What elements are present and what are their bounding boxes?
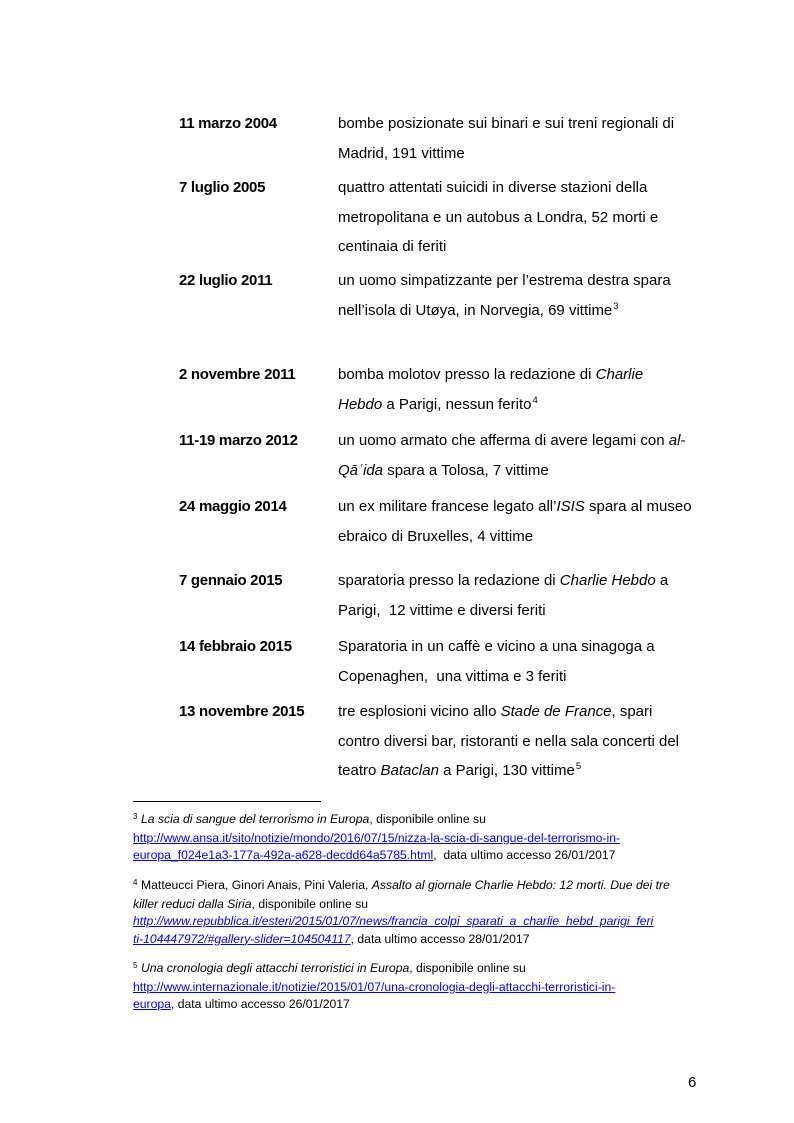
footnote-access-date: , data ultimo accesso 28/01/2017: [350, 931, 530, 946]
footnote-line: [133, 811, 753, 830]
line-italic-text: Charlie Hebdo: [559, 572, 656, 589]
description-line: [338, 456, 685, 486]
description-line: [338, 566, 668, 596]
line-text: nell’isola di Utøya, in Norvegia, 69 vittime: [338, 301, 613, 319]
entry-date: 24 maggio 2014: [179, 498, 287, 515]
entry-date: 2 novembre 2011: [179, 366, 296, 383]
page-number: 6: [688, 1074, 697, 1091]
line-text: Sparatoria in un caffè e vicino a una sinagoga a: [338, 638, 655, 655]
description-line: [338, 632, 655, 662]
line-text: Copenaghen, una vittima e 3 feriti: [338, 667, 567, 685]
line-italic-text: Bataclan: [380, 762, 439, 779]
description-line: [338, 596, 668, 626]
description-line: [338, 492, 692, 522]
entry-description: [338, 492, 692, 551]
entry-description: [338, 566, 668, 625]
footnote-title: Una cronologia degli attacchi terroristici in Europa: [141, 961, 410, 975]
description-line: [338, 232, 658, 262]
footnote-line: [133, 877, 753, 896]
description-line: [338, 426, 685, 456]
footnote-number: 4: [133, 878, 138, 887]
line-text: contro diversi bar, ristoranti e nella sala concerti del: [338, 732, 680, 750]
description-line: [338, 139, 674, 169]
entry-description: [338, 266, 671, 327]
footnote-line: [133, 979, 753, 997]
footnote-title: Assalto al giornale Charlie Hebdo: 12 morti. Due dei tre: [371, 878, 670, 892]
line-text: a Parigi, nessun ferito: [382, 395, 532, 413]
footnote-link-continued[interactable]: ti-104447972/#gallery-slider=104504117: [133, 931, 351, 946]
footnote: [133, 960, 753, 1014]
description-line: [338, 697, 679, 727]
footnote-intro: , disponibile online su: [369, 812, 486, 826]
entry-description: [338, 173, 658, 262]
entry-description: [338, 632, 655, 691]
entry-description: [338, 426, 685, 485]
line-text: a: [655, 572, 669, 589]
line-italic-text: al-: [668, 432, 686, 449]
description-line: [338, 390, 643, 422]
footnote-access-date: , data ultimo accesso 26/01/2017: [170, 997, 350, 1011]
description-line: [338, 360, 643, 390]
footnote-reference: 3: [613, 300, 619, 312]
footnote-intro: , disponibile online su: [409, 961, 526, 975]
entry-date: 11-19 marzo 2012: [179, 432, 298, 449]
footnote-line: [133, 960, 753, 979]
line-text: quattro attentati suicidi in diverse stazioni della: [338, 179, 648, 196]
footnote-link[interactable]: http://www.ansa.it/sito/notizie/mondo/2016/07/15/nizza-la-scia-di-sangue-del-terrorismo-in-: [133, 830, 621, 845]
footnote-link[interactable]: http://www.repubblica.it/esteri/2015/01/07/news/francia_colpi_sparati_a_charlie_hebd_parigi_feri: [133, 914, 654, 928]
description-line: [338, 522, 692, 552]
line-text: Parigi, 12 vittime e diversi feriti: [338, 601, 546, 619]
footnote-link-continued[interactable]: europa_f024e1a3-177a-492a-a628-decdd64a5785.html: [133, 848, 434, 862]
description-line: [338, 266, 671, 296]
entry-description: [338, 109, 674, 168]
line-text: teatro: [338, 762, 381, 779]
description-line: [338, 756, 679, 788]
entry-description: [338, 697, 679, 788]
entry-date: 13 novembre 2015: [179, 703, 305, 720]
line-italic-text: Qāʿida: [338, 461, 384, 479]
footnote-title-continued: killer reduci dalla Siria: [133, 896, 252, 911]
footnote-title: La scia di sangue del terrorismo in Europa: [141, 812, 370, 826]
footnote-separator: [133, 801, 321, 802]
line-text: metropolitana e un autobus a Londra, 52 morti e: [338, 208, 659, 226]
line-text: spara a Tolosa, 7 vittime: [383, 461, 549, 479]
footnote-number: 5: [133, 961, 138, 970]
footnote-access-date: , data ultimo accesso 26/01/2017: [433, 848, 616, 862]
line-text: bombe posizionate sui binari e sui treni regionali di: [338, 115, 675, 132]
line-text: bomba molotov presso la redazione di: [338, 366, 596, 383]
footnote-line: [133, 996, 753, 1014]
footnote-line: [133, 913, 753, 931]
description-line: [338, 727, 679, 757]
line-italic-text: Charlie: [595, 366, 644, 383]
footnote-line: [133, 830, 753, 848]
line-text: centinaia di feriti: [338, 238, 447, 255]
line-italic-text: Stade de France: [500, 703, 612, 720]
line-text: a Parigi, 130 vittime: [438, 762, 575, 779]
footnote-line: [133, 896, 753, 914]
footnote-number: 3: [133, 812, 138, 821]
footnote-line: [133, 847, 753, 865]
line-text: un ex militare francese legato all’: [338, 498, 557, 515]
line-text: tre esplosioni vicino allo: [338, 703, 501, 720]
entry-description: [338, 360, 643, 421]
footnote-link[interactable]: http://www.internazionale.it/notizie/2015/01/07/una-cronologia-degli-attacchi-terroristici-in-: [133, 979, 616, 994]
entry-date: 22 luglio 2011: [179, 272, 273, 289]
description-line: [338, 173, 658, 203]
description-line: [338, 109, 674, 139]
entry-date: 7 luglio 2005: [179, 179, 266, 196]
line-italic-text: Hebdo: [338, 395, 383, 413]
description-line: [338, 203, 658, 233]
line-text: un uomo simpatizzante per l’estrema destra spara: [338, 272, 671, 289]
entry-date: 7 gennaio 2015: [179, 572, 283, 589]
entry-date: 11 marzo 2004: [179, 115, 277, 132]
line-italic-text: ISIS: [556, 498, 585, 515]
entry-date: 14 febbraio 2015: [179, 638, 292, 655]
footnote-authors: Matteucci Piera, Ginori Anais, Pini Valeria,: [141, 878, 372, 892]
line-text: sparatoria presso la redazione di: [338, 572, 560, 589]
description-line: [338, 296, 671, 328]
footnote-line: [133, 931, 753, 949]
line-text: ebraico di Bruxelles, 4 vittime: [338, 527, 534, 545]
footnote: [133, 877, 753, 948]
footnote: [133, 811, 753, 865]
line-text: un uomo armato che afferma di avere legami con: [338, 432, 669, 449]
line-text: spara al museo: [584, 498, 692, 515]
footnote-link-continued[interactable]: europa: [133, 997, 171, 1011]
line-text: , spari: [611, 703, 653, 720]
footnote-reference: 4: [532, 394, 538, 406]
footnote-reference: 5: [575, 761, 582, 772]
line-text: Madrid, 191 vittime: [338, 144, 465, 162]
description-line: [338, 662, 655, 692]
footnote-intro: , disponibile online su: [251, 896, 369, 911]
